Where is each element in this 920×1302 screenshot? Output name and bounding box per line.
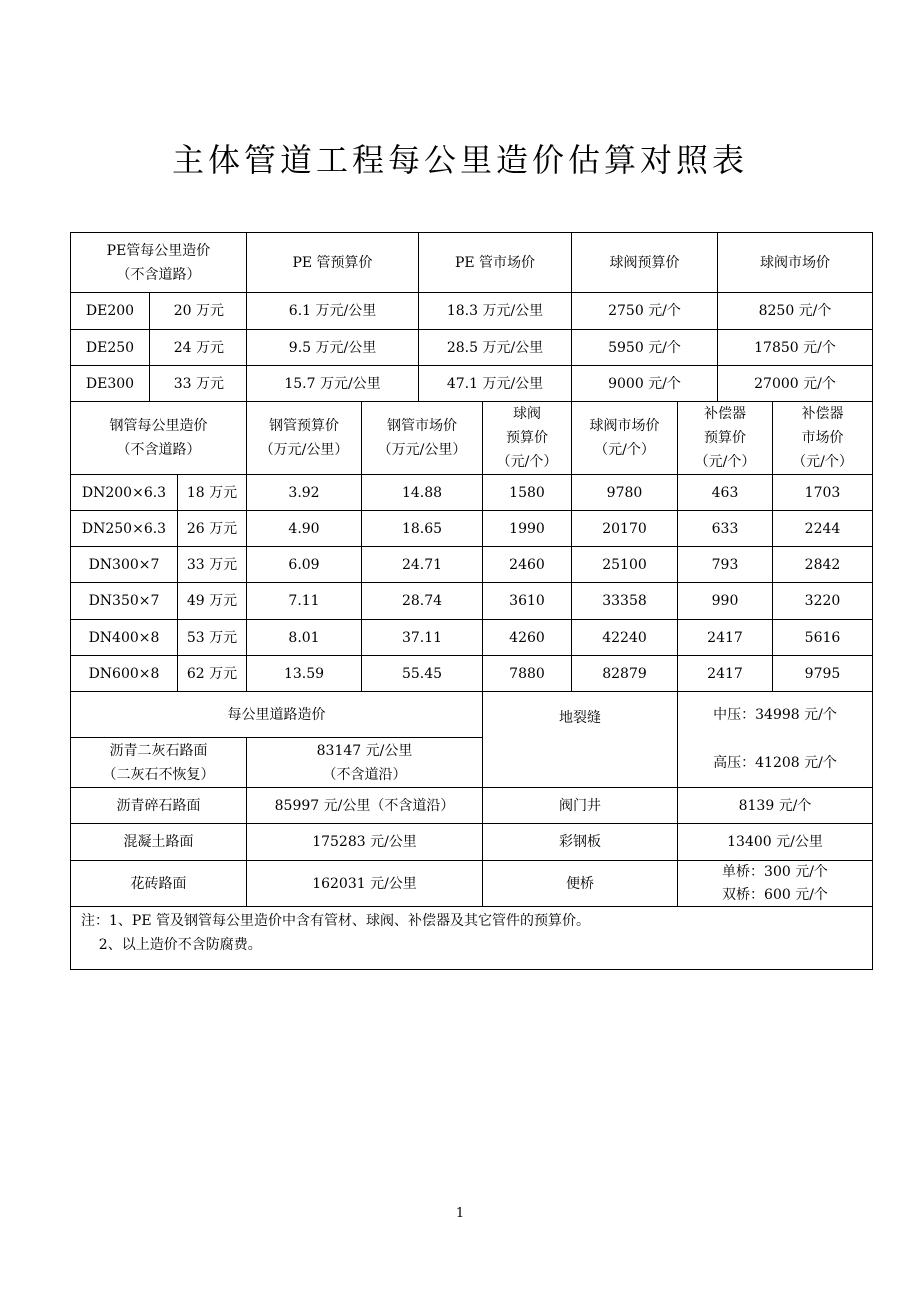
pe-valve-budget-header: 球阀预算价 [572, 233, 718, 293]
pe-valve-market-cell: 27000 元/个 [718, 366, 872, 402]
road-type-label: 混凝土路面 [71, 824, 247, 861]
steel-cost-header: 钢管每公里造价 （不含道路） [71, 402, 247, 475]
steel-valve-market-cell: 42240 [572, 620, 678, 656]
compensator-budget-cell: 2417 [678, 620, 773, 656]
pe-cost-cell: 24 万元 [150, 330, 247, 366]
single-bridge-price: 单桥：300 元/个 [722, 863, 828, 880]
compensator-market-header: 补偿器 市场价 （元/个） [773, 402, 872, 475]
steel-spec-cell: DN350×7 [71, 583, 178, 620]
steel-market-cell: 37.11 [362, 620, 483, 656]
steel-budget-header: 钢管预算价 （万元/公里） [247, 402, 362, 475]
steel-spec-cell: DN250×6.3 [71, 511, 178, 547]
steel-budget-cell: 4.90 [247, 511, 362, 547]
extra-item-label: 彩钢板 [483, 824, 678, 861]
pe-cost-header: PE管每公里造价 （不含道路） [71, 233, 247, 293]
ground-crack-label: 地裂缝 [483, 692, 678, 788]
road-cost-value: 175283 元/公里 [247, 824, 483, 861]
ground-crack-mid-pressure: 中压：34998 元/个 [713, 707, 837, 723]
steel-valve-market-cell: 82879 [572, 656, 678, 692]
steel-valve-budget-cell: 1990 [483, 511, 572, 547]
road-cost-value: 85997 元/公里（不含道沿） [247, 788, 483, 824]
steel-budget-cell: 13.59 [247, 656, 362, 692]
compensator-budget-cell: 793 [678, 547, 773, 583]
page-title: 主体管道工程每公里造价估算对照表 [171, 141, 748, 179]
road-type-label: 沥青二灰石路面 （二灰石不恢复） [71, 738, 247, 788]
steel-cost-cell: 18 万元 [178, 475, 247, 511]
road-type-label: 沥青碎石路面 [71, 788, 247, 824]
road-type-label: 花砖路面 [71, 861, 247, 907]
compensator-market-cell: 5616 [773, 620, 872, 656]
pe-budget-cell: 6.1 万元/公里 [247, 293, 419, 330]
pe-valve-market-cell: 17850 元/个 [718, 330, 872, 366]
pe-valve-budget-cell: 5950 元/个 [572, 330, 718, 366]
extra-item-price: 8139 元/个 [678, 788, 872, 824]
steel-market-cell: 14.88 [362, 475, 483, 511]
temporary-bridge-price [678, 861, 872, 907]
steel-budget-cell: 3.92 [247, 475, 362, 511]
steel-valve-budget-cell: 7880 [483, 656, 572, 692]
pe-market-cell: 18.3 万元/公里 [419, 293, 572, 330]
cost-table [70, 232, 873, 970]
steel-market-cell: 24.71 [362, 547, 483, 583]
road-cost-header: 每公里道路造价 [71, 692, 483, 738]
steel-valve-budget-cell: 1580 [483, 475, 572, 511]
compensator-market-cell: 9795 [773, 656, 872, 692]
pe-budget-header: PE 管预算价 [247, 233, 419, 293]
extra-item-label: 便桥 [483, 861, 678, 907]
steel-cost-cell: 62 万元 [178, 656, 247, 692]
steel-valve-market-cell: 33358 [572, 583, 678, 620]
steel-valve-market-cell: 9780 [572, 475, 678, 511]
steel-cost-cell: 33 万元 [178, 547, 247, 583]
note-line: 注：1、PE 管及钢管每公里造价中含有管材、球阀、补偿器及其它管件的预算价。 [81, 913, 590, 929]
pe-spec-cell: DE200 [71, 293, 150, 330]
compensator-budget-cell: 990 [678, 583, 773, 620]
pe-budget-cell: 9.5 万元/公里 [247, 330, 419, 366]
steel-cost-cell: 49 万元 [178, 583, 247, 620]
compensator-budget-cell: 2417 [678, 656, 773, 692]
pe-valve-budget-cell: 2750 元/个 [572, 293, 718, 330]
pe-cost-cell: 33 万元 [150, 366, 247, 402]
compensator-market-cell: 2244 [773, 511, 872, 547]
steel-market-cell: 28.74 [362, 583, 483, 620]
notes [71, 907, 872, 969]
steel-spec-cell: DN200×6.3 [71, 475, 178, 511]
compensator-market-cell: 3220 [773, 583, 872, 620]
pe-market-cell: 47.1 万元/公里 [419, 366, 572, 402]
compensator-budget-header: 补偿器 预算价 （元/个） [678, 402, 773, 475]
steel-cost-cell: 53 万元 [178, 620, 247, 656]
extra-item-label: 阀门井 [483, 788, 678, 824]
steel-valve-market-cell: 25100 [572, 547, 678, 583]
steel-spec-cell: DN300×7 [71, 547, 178, 583]
pe-cost-cell: 20 万元 [150, 293, 247, 330]
compensator-market-cell: 2842 [773, 547, 872, 583]
compensator-market-cell: 1703 [773, 475, 872, 511]
steel-valve-budget-header: 球阀 预算价 （元/个） [483, 402, 572, 475]
road-cost-value: 83147 元/公里 （不含道沿） [247, 738, 483, 788]
steel-budget-cell: 8.01 [247, 620, 362, 656]
steel-market-cell: 18.65 [362, 511, 483, 547]
pe-market-header: PE 管市场价 [419, 233, 572, 293]
extra-item-price: 13400 元/公里 [678, 824, 872, 861]
steel-spec-cell: DN400×8 [71, 620, 178, 656]
steel-budget-cell: 6.09 [247, 547, 362, 583]
note-line: 2、以上造价不含防腐费。 [81, 937, 262, 953]
steel-market-header: 钢管市场价 （万元/公里） [362, 402, 483, 475]
pe-spec-cell: DE300 [71, 366, 150, 402]
steel-valve-market-header: 球阀市场价 （元/个） [572, 402, 678, 475]
steel-valve-budget-cell: 3610 [483, 583, 572, 620]
steel-valve-budget-cell: 2460 [483, 547, 572, 583]
steel-market-cell: 55.45 [362, 656, 483, 692]
double-bridge-price: 双桥：600 元/个 [722, 886, 828, 903]
road-cost-value: 162031 元/公里 [247, 861, 483, 907]
pe-valve-market-header: 球阀市场价 [718, 233, 872, 293]
pe-budget-cell: 15.7 万元/公里 [247, 366, 419, 402]
compensator-budget-cell: 633 [678, 511, 773, 547]
ground-crack-high-pressure: 高压：41208 元/个 [678, 738, 872, 788]
steel-budget-cell: 7.11 [247, 583, 362, 620]
page-number: 1 [455, 1206, 465, 1221]
steel-valve-market-cell: 20170 [572, 511, 678, 547]
pe-spec-cell: DE250 [71, 330, 150, 366]
pe-valve-market-cell: 8250 元/个 [718, 293, 872, 330]
pe-valve-budget-cell: 9000 元/个 [572, 366, 718, 402]
steel-valve-budget-cell: 4260 [483, 620, 572, 656]
steel-cost-cell: 26 万元 [178, 511, 247, 547]
steel-spec-cell: DN600×8 [71, 656, 178, 692]
compensator-budget-cell: 463 [678, 475, 773, 511]
pe-market-cell: 28.5 万元/公里 [419, 330, 572, 366]
